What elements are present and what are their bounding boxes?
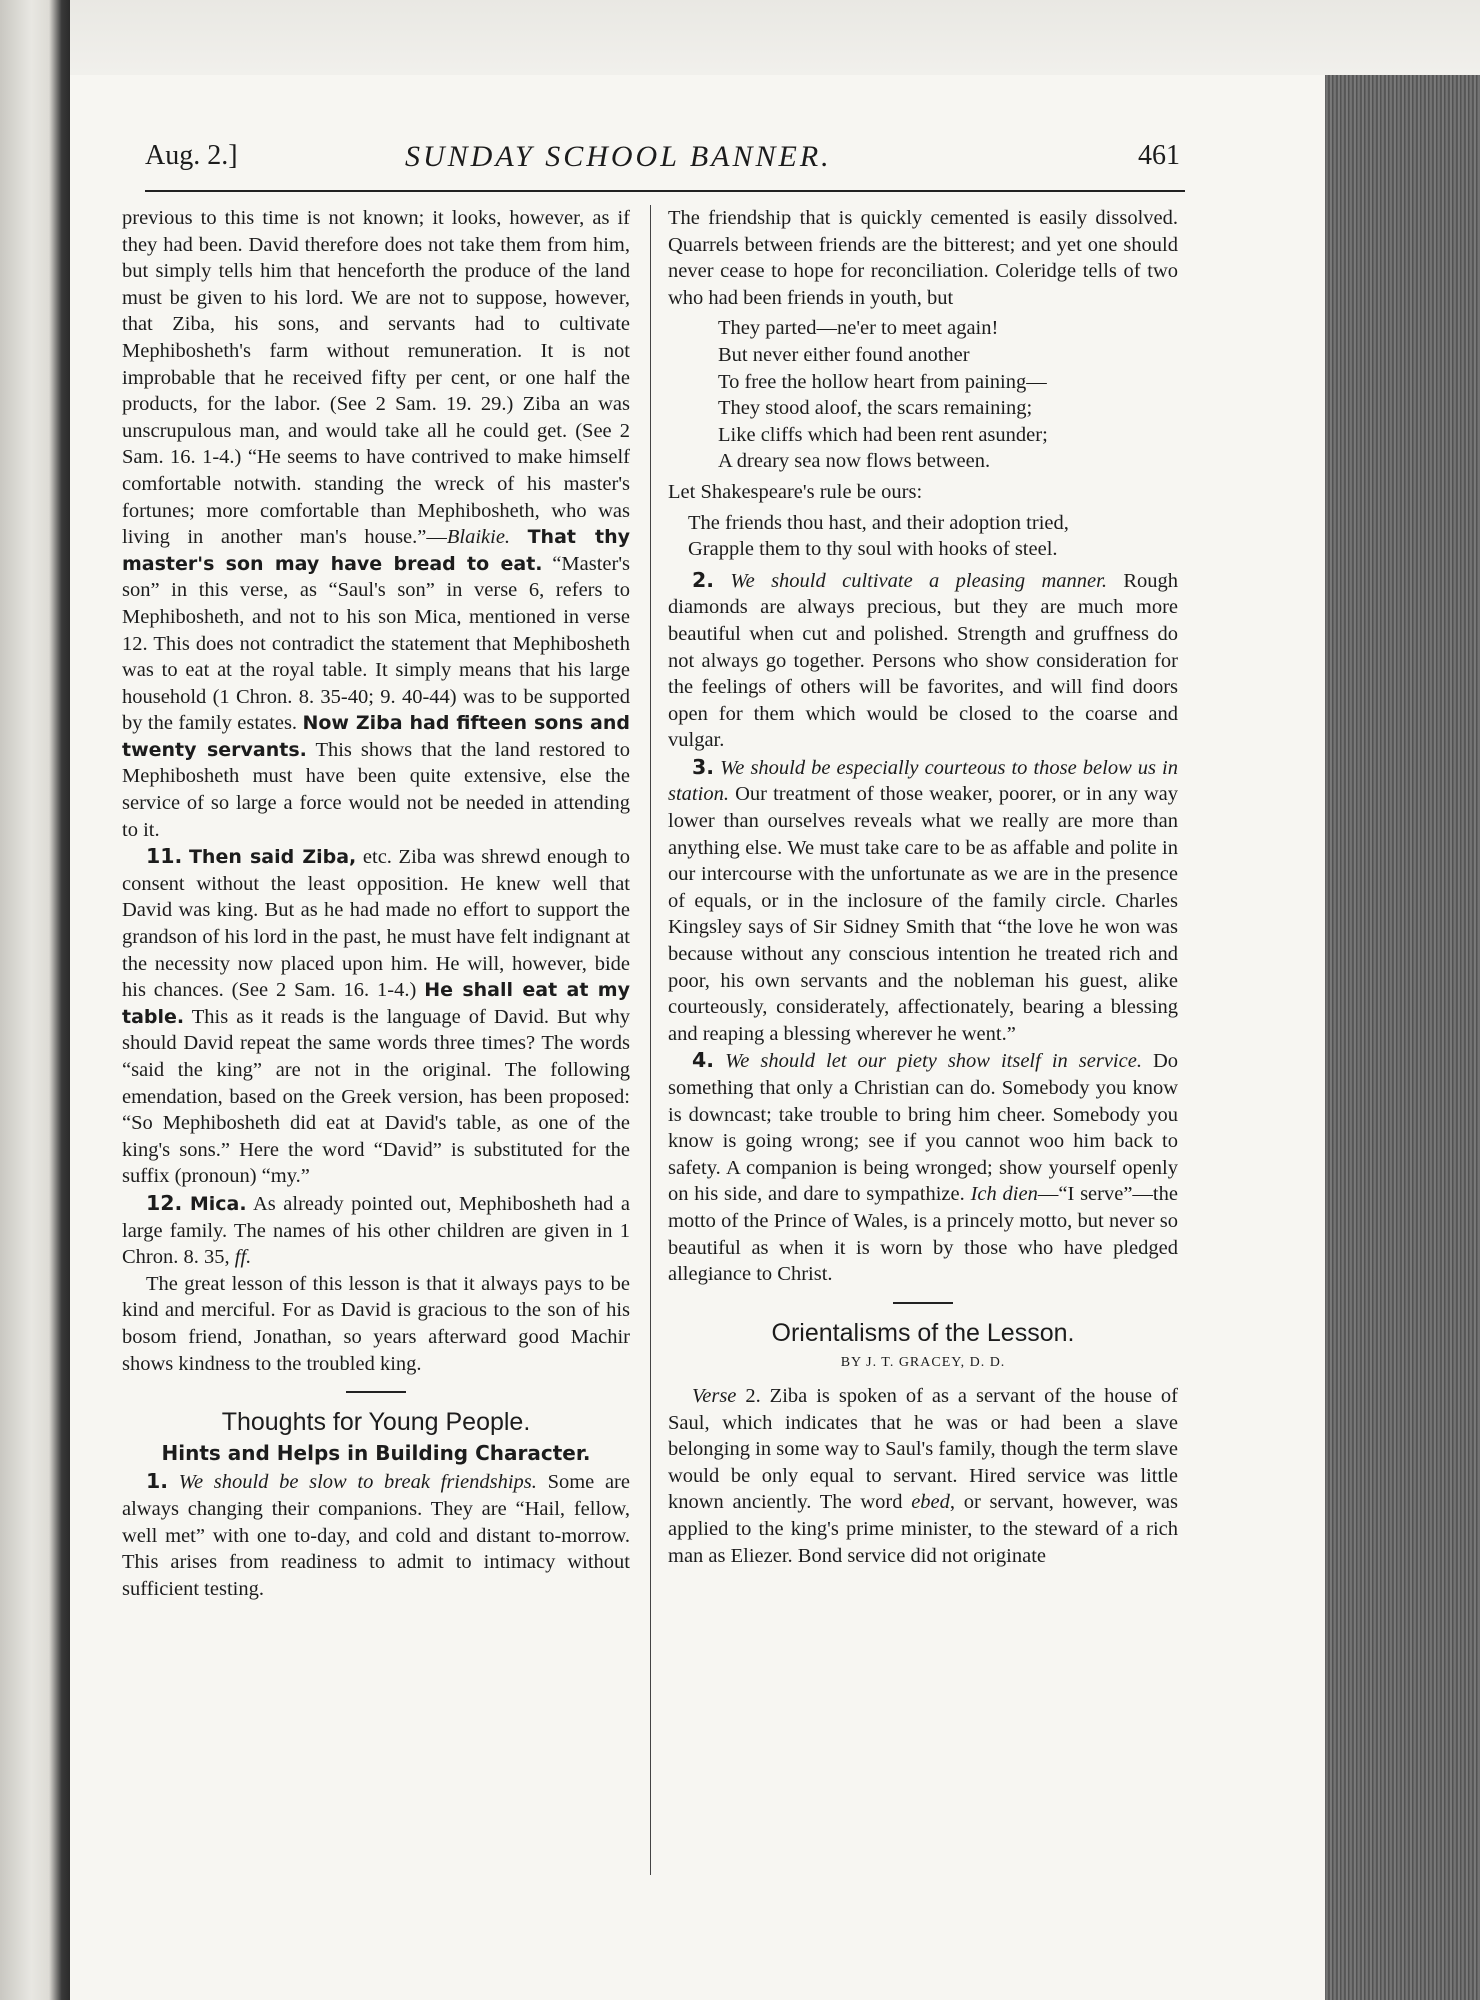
paragraph: 11. Then said Ziba, etc. Ziba was shrewd enough to consent without the least opposition. He knew well that David was king. But as he had made no effort to support the grandson of his lord in the past, he must have felt indignant at the necessity now placed upon him. He will, however, bide his chances. (See 2 Sam. 16. 1-4.) He shall eat at my table. This as it reads is the language of David. But why should David repeat the same words three times? The words “said the king” are not in the original. The following emendation, based on the Greek version, has been proposed: “So Mephibosheth did eat at David's table, as one of the king's sons.” Here the word “David” is substituted for the suffix (pronoun) “my.” — [122, 844, 631, 1188]
section-title: Thoughts for Young People. — [221, 1408, 531, 1437]
paragraph: 4. We should let our piety show itself in service. Do something that only a Christian can do. Somebody you know is downcast; take trouble to bring him cheer. Somebody you know is going wrong; see if you cannot woo him back to safety. A companion is being wronged; show yourself openly on his side, and dare to sympathize. Ich dien—“I serve”—the motto of the Prince of Wales, is a princely motto, but never so beautiful as when it is worn by those who have pledged allegiance to Christ. — [668, 1048, 1179, 1286]
section-divider — [893, 1302, 953, 1304]
paragraph: The friendship that is quickly cemented is easily dissolved. Quarrels between friends are the bitterest; and yet one should never cease to hope for reconciliation. Coleridge tells of two who had been friends in youth, but — [668, 207, 1178, 309]
scan-top-margin — [70, 0, 1480, 75]
paragraph: 3. We should be especially courteous to those below us in station. Our treatment of those weaker, poorer, or in any way lower than ourselves reveals what we really are more than anything else. We must take care to be as affable and polite in our intercourse with the unfortunate as we are in the presence of equals, or in the inclosure of the family circle. Charles Kingsley says of Sir Sidney Smith that “the love he won was because without any conscious intention he treated rich and poor, his own servants and the nobleman his guest, alike courteously, considerately, affectionately, bearing a blessing and reaping a blessing wherever he went.” — [668, 754, 1179, 1045]
paragraph: 2. We should cultivate a pleasing manner. Rough diamonds are always precious, but they are much more beautiful when cut and polished. Strength and gruffness do not always go together. Persons who show consideration for the feelings of others will be favorites, and will find doors open for them which would be closed to the coarse and vulgar. — [668, 567, 1178, 752]
running-header — [145, 140, 1180, 180]
poem-line: A dreary sea now flows between. — [718, 450, 991, 473]
section-divider — [346, 1391, 406, 1393]
byline: BY J. T. GRACEY, D. D. — [840, 1355, 1006, 1371]
column-divider — [650, 205, 651, 1875]
header-rule — [145, 190, 1185, 192]
header-date: Aug. 2.] — [145, 140, 238, 171]
header-title: SUNDAY SCHOOL BANNER. — [405, 140, 832, 173]
paragraph: The great lesson of this lesson is that it always pays to be kind and merciful. For as David is gracious to the son of his bosom friend, Jonathan, so years afterward good Machir shows kindness to the troubled king. — [122, 1272, 630, 1375]
quote — [688, 510, 1178, 563]
paragraph: previous to this time is not known; it looks, however, as if they had been. David therefore does not take them from him, but simply tells him that henceforth the produce of the land must be given to his lord. We are not to suppose, however, that Ziba, his sons, and servants had to cultivate Mephibosheth's farm without remuneration. It is not improbable that he received fifty per cent, or one half the products, for the labor. (See 2 Sam. 19. 29.) Ziba an was unscrupulous man, and would take all he could get. (See 2 Sam. 16. 1-4.) “He seems to have contrived to make himself comfortable notwith. standing the wreck of his master's fortunes; more comfortable than Mephibosheth, who was living in another man's house.”—Blaikie. That thy master's son may have bread to eat. “Master's son” in this verse, as “Saul's son” in verse 6, refers to Mephibosheth, and not to his son Mica, mentioned in verse 12. This does not contradict the statement that Mephibosheth was to eat at the royal table. It simply means that his large household (1 Chron. 8. 35-40; 9. 40-44) was to be supported by the family estates. Now Ziba had fifteen sons and twenty servants. This shows that the land restored to Mephibosheth must have been quite extensive, else the service of so large a force would not be needed in attending to it. — [122, 207, 631, 841]
paragraph: 1. We should be slow to break friendships. Some are always changing their companions. They are “Hail, fellow, well met” with one to-day, and cold and distant to-morrow. This arises from readiness to admit to intimacy without sufficient testing. — [122, 1469, 630, 1600]
page-number: 461 — [1138, 140, 1180, 171]
book-page-edges — [1325, 75, 1480, 2000]
quote-line: Grapple them to thy soul with hooks of steel. — [688, 538, 1058, 561]
poem-line: But never either found another — [718, 343, 970, 366]
poem-line: Like cliffs which had been rent asunder; — [718, 423, 1048, 446]
paragraph: Let Shakespeare's rule be ours: — [668, 480, 923, 503]
book-binding-left — [0, 0, 70, 2000]
poem-line: They parted—ne'er to meet again! — [718, 317, 999, 340]
left-column — [122, 205, 630, 1602]
right-column — [668, 205, 1178, 1569]
section-title: Orientalisms of the Lesson. — [771, 1318, 1075, 1347]
poem-line: To free the hollow heart from paining— — [718, 370, 1047, 393]
poem — [718, 315, 1178, 475]
paragraph: 12. Mica. As already pointed out, Mephibosheth had a large family. The names of his other children are given in 1 Chron. 8. 35, ff. — [122, 1190, 631, 1269]
section-subtitle: Hints and Helps in Building Character. — [161, 1440, 591, 1465]
poem-line: They stood aloof, the scars remaining; — [718, 397, 1033, 420]
quote-line: The friends thou hast, and their adoption tried, — [688, 511, 1069, 534]
paragraph: Verse 2. Ziba is spoken of as a servant of the house of Saul, which indicates that he was or had been a slave belonging in some way to Saul's family, though the term slave would be only equal to servant. Hired service was little known anciently. The word ebed, or servant, however, was applied to the king's prime minister, to the steward of a rich man as Eliezer. Bond service did not originate — [668, 1384, 1178, 1567]
